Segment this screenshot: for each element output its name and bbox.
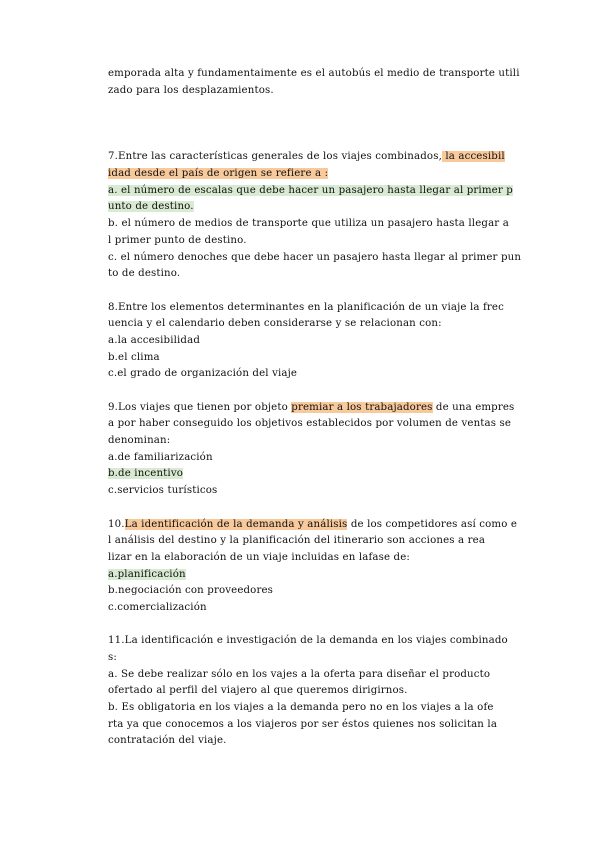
question-9-stem: 9.Los viajes que tienen por objeto premiar a los trabajadores de una empres xyxy=(108,401,515,413)
correct-answer-highlight: b.de incentivo xyxy=(108,468,184,480)
option-b: rta ya que conocemos a los viajeros por ser éstos quienes nos solicitan la xyxy=(108,718,498,730)
option-a xyxy=(108,199,532,216)
question-9 xyxy=(108,400,532,500)
highlight: premiar a los trabajadores xyxy=(291,401,433,413)
option-a: a.de familiarización xyxy=(108,451,213,463)
option-a xyxy=(108,567,532,584)
question-7-stem xyxy=(108,166,532,183)
option-b: b.negociación con proveedores xyxy=(108,585,274,597)
question-9-stem: a por haber conseguido los objetivos establecidos por volumen de ventas se xyxy=(108,418,512,430)
question-10-stem: l análisis del destino y la planificación del itinerario son acciones a rea xyxy=(108,535,486,547)
intro-line: emporada alta y fundamentaimente es el autobús el medio de transporte utili xyxy=(108,68,520,79)
option-c: c.comercialización xyxy=(108,601,207,613)
question-10 xyxy=(108,517,532,617)
option-a xyxy=(108,183,532,200)
option-a: ofertado al perfil del viajero al que queremos dirigirnos. xyxy=(108,685,408,697)
option-a: a.la accesibilidad xyxy=(108,334,200,346)
question-7-stem: 7.Entre las características generales de los viajes combinados, la accesibil xyxy=(108,151,505,163)
highlight: idad desde el país de origen se refiere a : xyxy=(108,168,329,180)
question-11-stem: s: xyxy=(108,652,117,663)
option-a: a. Se debe realizar sólo en los vajes a la oferta para diseñar el producto xyxy=(108,668,491,680)
correct-answer-highlight: unto de destino. xyxy=(108,201,194,213)
option-b: contratación del viaje. xyxy=(108,735,227,747)
option-b: b. el número de medios de transporte que utiliza un pasajero hasta llegar a xyxy=(108,218,509,230)
document-body xyxy=(108,66,532,750)
question-10-stem: 10.La identificación de la demanda y análisis de los competidores así como e xyxy=(108,518,518,530)
question-11-stem: 11.La identificación e investigación de la demanda en los viajes combinado xyxy=(108,635,508,647)
highlight: la accesibil xyxy=(441,151,505,163)
correct-answer-highlight: a.planificación xyxy=(108,568,186,580)
question-8-stem: 8.Entre los elementos determinantes en la planificación de un viaje la frec xyxy=(108,301,504,313)
question-7 xyxy=(108,149,532,283)
option-c: c.servicios turísticos xyxy=(108,485,218,497)
question-11 xyxy=(108,633,532,750)
option-c: c.el grado de organización del viaje xyxy=(108,368,298,380)
question-9-stem: denominan: xyxy=(108,435,171,447)
option-b xyxy=(108,466,532,483)
question-8 xyxy=(108,300,532,383)
question-10-stem: lizar en la elaboración de un viaje incluidas en lafase de: xyxy=(108,551,410,563)
intro-line: zado para los desplazamientos. xyxy=(108,84,274,96)
option-b: l primer punto de destino. xyxy=(108,234,247,246)
correct-answer-highlight: a. el número de escalas que debe hacer un pasajero hasta llegar al primer p xyxy=(108,184,513,196)
option-c: to de destino. xyxy=(108,268,181,280)
option-b: b. Es obligatoria en los viajes a la demanda pero no en los viajes a la ofe xyxy=(108,702,494,714)
option-c: c. el número denoches que debe hacer un pasajero hasta llegar al primer pun xyxy=(108,251,522,263)
option-b: b.el clima xyxy=(108,351,160,363)
highlight: La identificación de la demanda y análisis xyxy=(124,518,348,530)
question-8-stem: uencia y el calendario deben considerarse y se relacionan con: xyxy=(108,318,442,330)
